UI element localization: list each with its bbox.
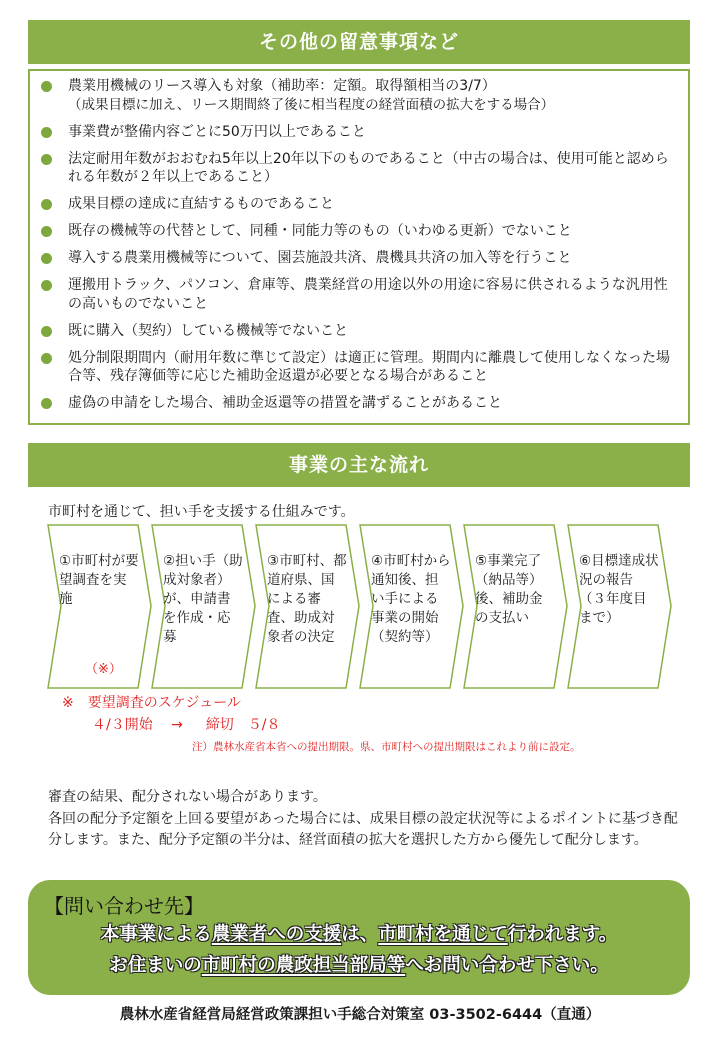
note-item — [38, 150, 680, 187]
contact-box — [28, 880, 690, 995]
note-item — [38, 276, 680, 313]
flow-step-text: ①市町村が要望調査を実施 — [59, 553, 139, 607]
bullet-icon — [41, 154, 52, 165]
note-text: 法定耐用年数がおおむね5年以上20年以下のものであること（中古の場合は、使用可能と認められる年数が２年以上であること） — [68, 150, 669, 185]
note-subtext: （成果目標に加え、リース期間終了後に相当程度の経営面積の拡大をする場合） — [68, 96, 555, 113]
note-text: 虚偽の申請をした場合、補助金返還等の措置を講ずることがあること — [68, 395, 502, 411]
contact-text: は、 — [341, 924, 379, 945]
flow-step-2 — [151, 524, 257, 689]
flow-intro: 市町村を通じて、担い手を支援する仕組みです。 — [48, 504, 355, 520]
note-item — [38, 123, 680, 142]
note-text: 農業用機械のリース導入も対象（補助率：定額。取得額相当の3/7） — [68, 78, 496, 94]
bullet-icon — [41, 81, 52, 92]
flow-step-1 — [47, 524, 153, 689]
note-item — [38, 322, 680, 341]
schedule-note: 注）農林水産省本省への提出期限。県、市町村への提出期限はこれより前に設定。 — [192, 741, 581, 753]
note-text: 既に購入（契約）している機械等でないこと — [68, 322, 348, 339]
bullet-icon — [41, 353, 52, 364]
note-item — [38, 394, 680, 413]
note-text: 成果目標の達成に直結するものであること — [68, 196, 334, 212]
flow-step-6 — [567, 524, 673, 689]
contact-text: 行われます。 — [507, 924, 618, 945]
contact-text-underlined: 市町村を通じて — [378, 924, 508, 945]
contact-text: へお問い合わせ下さい。 — [405, 955, 609, 976]
note-text: 既存の機械等の代替として、同種・同能力等のもの（いわゆる更新）でないこと — [68, 223, 572, 239]
note-text: 事業費が整備内容ごとに50万円以上であること — [68, 123, 366, 140]
flow-step-text: ④市町村から通知後、担い手による事業の開始（契約等） — [371, 553, 451, 645]
bullet-icon — [41, 226, 52, 237]
contact-title: 【問い合わせ先】 — [44, 894, 204, 918]
note-item — [38, 195, 680, 214]
section-title-notes: その他の留意事項など — [28, 20, 690, 64]
schedule-title: ※ 要望調査のスケジュール — [62, 695, 241, 711]
notes-box — [28, 69, 690, 425]
bullet-icon — [41, 253, 52, 264]
note-text: 運搬用トラック、パソコン、倉庫等、農業経営の用途以外の用途に容易に供されるような汎用性の高いものでないこと — [68, 277, 668, 312]
contact-text-underlined: 農業者への支援 — [211, 924, 342, 945]
bullet-icon — [41, 127, 52, 138]
office-contact-footer: 農林水産省経営局経営政策課担い手総合対策室 03-3502-6444（直通） — [119, 1007, 601, 1023]
flow-step-4 — [359, 524, 465, 689]
flow-step-text: ⑤事業完了（納品等）後、補助金の支払い — [475, 553, 543, 626]
contact-line-2 — [42, 950, 676, 981]
schedule-dates: ４/３開始 → 締切 ５/８ — [92, 717, 281, 733]
bullet-icon — [41, 398, 52, 409]
bullet-icon — [41, 199, 52, 210]
allocation-line-2: 各回の配分予定額を上回る要望があった場合には、成果目標の設定状況等によるポイントに基づき配分します。また、配分予定額の半分は、経営面積の拡大を選択した方から優先して配分します。 — [48, 810, 678, 848]
contact-text: お住まいの — [109, 955, 202, 976]
note-text: 導入する農業用機械等について、園芸施設共済、農機具共済の加入等を行うこと — [68, 250, 572, 266]
bullet-icon — [41, 280, 52, 291]
flow-step-5 — [463, 524, 569, 689]
flow-step-text: ③市町村、都道府県、国による審査、助成対象者の決定 — [267, 553, 347, 645]
flow-step-text: ⑥目標達成状況の報告（３年度目まで） — [579, 553, 659, 626]
survey-schedule — [62, 692, 281, 736]
flow-step-3 — [255, 524, 361, 689]
allocation-line-1: 審査の結果、配分されない場合があります。 — [48, 789, 327, 805]
note-text: 処分制限期間内（耐用年数に準じて設定）は適正に管理。期間内に離農して使用しなくなった場合等、残存簿価等に応じた補助金返還が必要となる場合があること — [68, 349, 670, 384]
flow-step-mark: （※） — [85, 662, 122, 677]
bullet-icon — [41, 326, 52, 337]
section-title-flow: 事業の主な流れ — [28, 443, 690, 487]
contact-text: 本事業による — [100, 924, 212, 945]
flow-step-text: ②担い手（助成対象者）が、申請書を作成・応募 — [163, 553, 243, 645]
contact-line-1 — [42, 919, 676, 950]
note-item — [38, 77, 680, 114]
process-flow — [47, 524, 677, 689]
contact-text-underlined: 市町村の農政担当部局等 — [201, 955, 406, 976]
note-item — [38, 249, 680, 268]
note-item — [38, 222, 680, 241]
note-item — [38, 349, 680, 386]
allocation-text — [48, 787, 688, 852]
